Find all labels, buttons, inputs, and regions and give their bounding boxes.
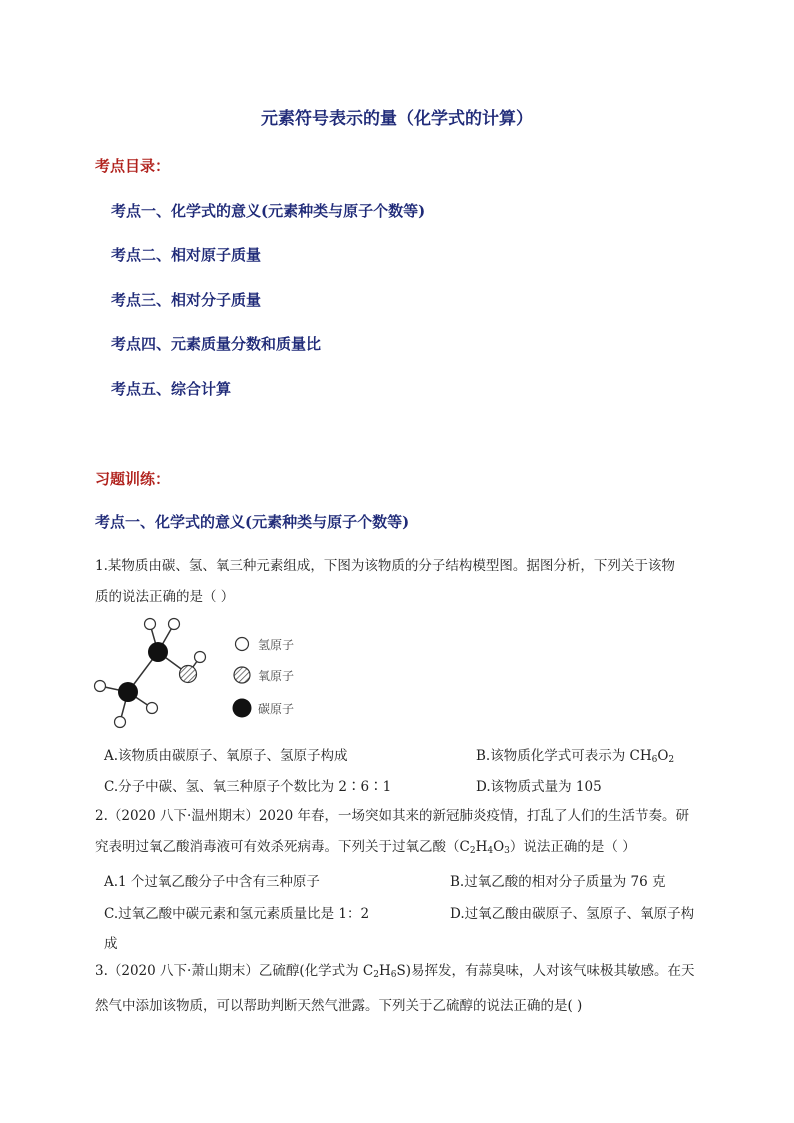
- legend-hydrogen-icon: [236, 638, 249, 651]
- q1-option-c: C.分子中碳、氢、氧三种原子个数比为 2∶6∶1: [104, 779, 392, 795]
- toc-item-3: 考点三、相对分子质量: [111, 291, 262, 309]
- q2-line2: 究表明过氧乙酸消毒液可有效杀死病毒。下列关于过氧乙酸$(C_2H_4O_3)$说法正确的是（ ）: [95, 839, 636, 856]
- q2-option-a: A.1 个过氧乙酸分子中含有三种原子: [104, 874, 320, 890]
- toc-item-1: 考点一、化学式的意义(元素种类与原子个数等): [111, 202, 426, 220]
- q2-option-c: C.过氧乙酸中碳元素和氢元素质量比是 1：2: [104, 906, 370, 922]
- q3-line1: 3.（2020 八下·萧山期末）乙硫醇(化学式为 $C_2H_6S$)易挥发，有蒜臭味，人对该气味极其敏感。在天: [95, 963, 695, 980]
- q1-option-b: B.该物质化学式可表示为 $CH_6O_2$: [476, 748, 675, 765]
- hydrogen-atom: [95, 681, 106, 692]
- legend-oxygen-icon: [234, 667, 250, 683]
- toc-label: 考点目录：: [95, 157, 171, 175]
- toc-item-4: 考点四、元素质量分数和质量比: [111, 335, 322, 353]
- legend-carbon-icon: [233, 699, 252, 718]
- toc-item-2: 考点二、相对原子质量: [111, 246, 262, 264]
- q3-stem: [95, 956, 705, 1022]
- hydrogen-atom: [147, 703, 158, 714]
- q2-option-d-continued: 成: [104, 936, 118, 952]
- q2-option-b: B.过氧乙酸的相对分子质量为 76 克: [450, 874, 666, 890]
- legend-hydrogen-label: 氢原子: [258, 638, 295, 652]
- page-title: 元素符号表示的量（化学式的计算）: [261, 109, 533, 129]
- toc-item-5: 考点五、综合计算: [111, 380, 232, 398]
- q2-option-d: D.过氧乙酸由碳原子、氢原子、氧原子构: [450, 906, 695, 922]
- carbon-atom: [118, 682, 138, 702]
- q1-stem: [95, 551, 705, 613]
- q3-line2: 然气中添加该物质，可以帮助判断天然气泄露。下列关于乙硫醇的说法正确的是( ): [95, 998, 583, 1014]
- legend-oxygen-label: 氧原子: [258, 669, 295, 683]
- oxygen-atom: [180, 666, 197, 683]
- hydrogen-atom: [195, 652, 206, 663]
- section1-heading: 考点一、化学式的意义(元素种类与原子个数等): [95, 513, 410, 531]
- q2-line1: 2.（2020 八下·温州期末）2020 年春，一场突如其来的新冠肺炎疫情，打乱了人们的生活节奏。研: [95, 808, 689, 824]
- q2-stem: [95, 801, 705, 867]
- carbon-atom: [148, 642, 168, 662]
- q1-line2: 质的说法正确的是（ ）: [95, 589, 235, 605]
- q1-option-a: A.该物质由碳原子、氧原子、氢原子构成: [104, 748, 348, 764]
- hydrogen-atom: [169, 619, 180, 630]
- legend-carbon-label: 碳原子: [258, 702, 295, 716]
- hydrogen-atom: [145, 619, 156, 630]
- exercise-label: 习题训练：: [95, 470, 171, 488]
- q1-option-d: D.该物质式量为 105: [476, 779, 602, 795]
- hydrogen-atom: [115, 717, 126, 728]
- q1-line1: 1.某物质由碳、氢、氧三种元素组成，下图为该物质的分子结构模型图。据图分析，下列关于该物: [95, 558, 675, 574]
